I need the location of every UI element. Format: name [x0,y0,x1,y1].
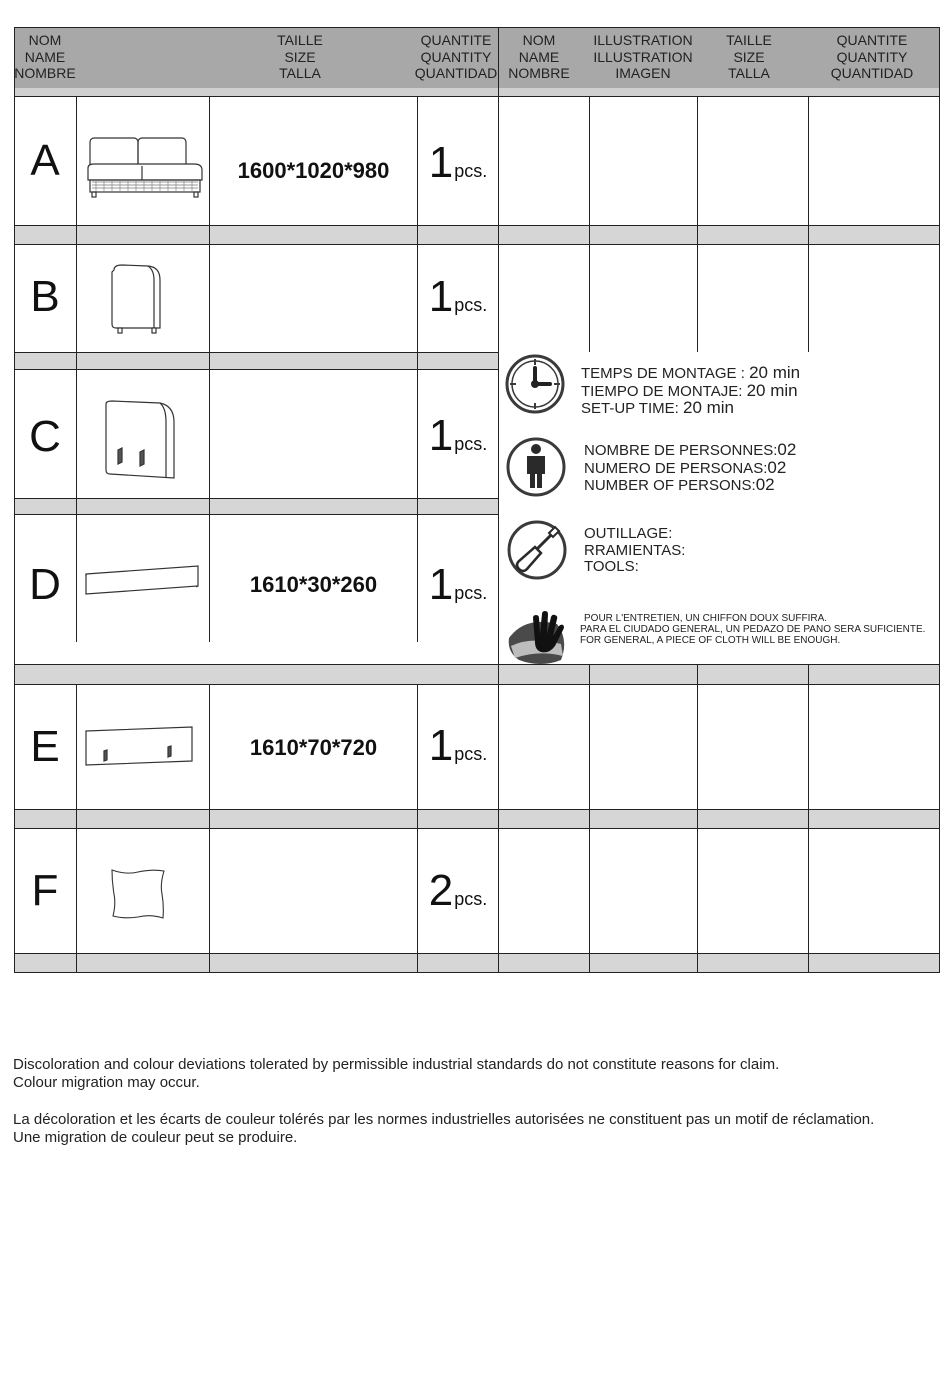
header-illustration: ILLUSTRATION ILLUSTRATION IMAGEN [593,32,693,81]
part-letter: C [29,412,61,461]
part-letter: B [30,272,60,321]
header-size: TAILLE SIZE TALLA [726,32,772,81]
part-quantity: 1pcs. [428,411,488,460]
table-border [14,972,940,973]
table-border [14,514,498,515]
header-size: TAILLE SIZE TALLA [277,32,323,81]
header-name: NOM NAME NOMBRE [508,32,570,81]
panel-board-illustration [84,562,202,598]
table-border [589,664,590,973]
sofa-section-illustration [86,132,204,202]
table-border [14,664,940,665]
table-border [697,96,698,352]
table-border [14,96,940,97]
back-panel-illustration [84,725,196,769]
persons-text: NOMBRE DE PERSONNES:02 NUMERO DE PERSONAS:02 NUMBER OF PERSONS:02 [584,440,797,494]
part-letter: F [31,866,59,915]
part-letter: E [30,722,60,771]
disclaimer-en: Discoloration and colour deviations tolerated by permissible industrial standards do not constitute reasons for claim. Colour migration may occur. [13,1056,780,1091]
part-letter: A [30,136,60,185]
table-border [14,498,498,499]
table-border [14,244,940,245]
table-border [76,684,77,973]
armrest-illustration [108,262,166,336]
part-letter: D [29,560,61,609]
row-separator [14,664,940,684]
person-icon [505,436,567,498]
row-separator [14,498,498,514]
setup-time-text: TEMPS DE MONTAGE : 20 min TIEMPO DE MONTAJE: 20 min SET-UP TIME: 20 min [581,363,801,417]
part-quantity: 1pcs. [428,721,488,770]
clock-icon [503,354,567,414]
part-size: 1610*70*720 [249,735,378,760]
header-name: NOM NAME NOMBRE [14,32,76,81]
table-border [14,352,498,353]
row-separator [14,954,940,972]
table-border [14,684,940,685]
care-text-en: FOR GENERAL, A PIECE OF CLOTH WILL BE ENOUGH. [580,635,841,646]
cushion-illustration [108,866,168,922]
table-border [14,369,498,370]
part-quantity: 1pcs. [428,272,488,321]
table-border [589,96,590,352]
care-text-es: PARA EL CIUDADO GENERAL, UN PEDAZO DE PANO SERA SUFICIENTE. [580,624,926,635]
table-border [14,953,940,954]
part-quantity: 2pcs. [428,866,488,915]
part-size: 1600*1020*980 [237,158,390,183]
table-border [76,96,77,642]
row-separator [14,226,940,244]
backrest-illustration [100,398,178,486]
table-border [14,809,940,810]
row-separator [14,352,498,369]
disclaimer-fr: La décoloration et les écarts de couleur tolérés par les normes industrielles autorisées ne constituent pas un motif de réclamation. Une migration de couleur peut se produire. [13,1111,875,1146]
table-border [14,27,940,28]
care-text-fr: POUR L'ENTRETIEN, UN CHIFFON DOUX SUFFIRA. [584,613,828,624]
cleaning-hand-icon [505,606,575,668]
table-border [939,27,940,973]
part-quantity: 1pcs. [428,138,488,187]
table-border [14,828,940,829]
header-divider-strip [14,88,940,96]
part-quantity: 1pcs. [428,560,488,609]
table-border [808,664,809,973]
part-size: 1610*30*260 [249,572,378,597]
table-border [808,96,809,352]
table-border [14,225,940,226]
header-quantity: QUANTITE QUANTITY QUANTIDAD [414,32,498,81]
table-border [498,27,499,973]
screwdriver-icon [505,519,569,581]
table-border [697,664,698,973]
tools-text: OUTILLAGE: RRAMIENTAS: TOOLS: [584,525,686,575]
table-border [209,684,210,973]
row-separator [14,810,940,828]
header-quantity: QUANTITE QUANTITY QUANTIDAD [830,32,914,81]
